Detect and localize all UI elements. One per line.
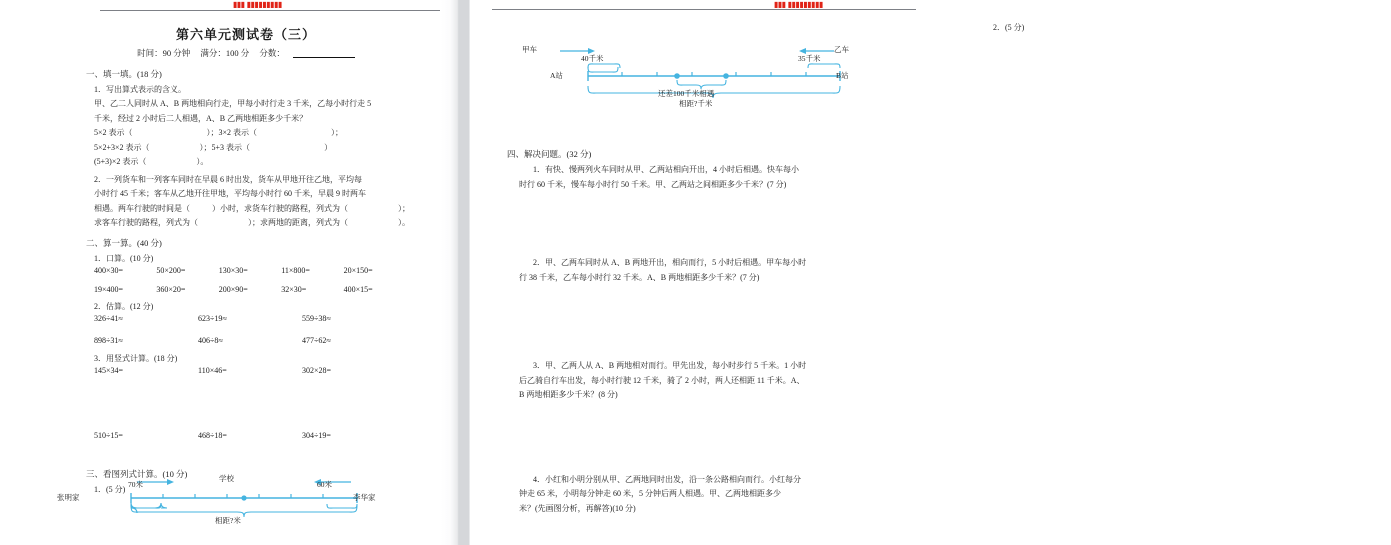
word-problem-3-line-3: B 两地相距多少千米？(8 分) bbox=[519, 390, 618, 399]
word-problem-4-line-1: 4．小红和小明分别从甲、乙两地同时出发，沿一条公路相向而行。小红每分 bbox=[533, 474, 801, 484]
question-1-2-line-4 bbox=[86, 216, 410, 231]
estimate-item[interactable]: 559÷38≈ bbox=[302, 313, 331, 323]
diagram-label-vehicle-jia: 甲车 bbox=[522, 45, 537, 54]
diagram-label-right-distance: 60米 bbox=[317, 480, 332, 489]
q12-text-3a: 相遇。两车行驶的时间是（ bbox=[94, 203, 190, 213]
top-rule-right bbox=[492, 9, 916, 10]
word-problem-1-line-2: 时行 60 千米，慢车每小时行 50 千米。甲、乙两站之间相距多少千米？(7 分) bbox=[519, 179, 787, 189]
score-label: 分数： bbox=[259, 48, 285, 58]
fill-blank-2c: ） bbox=[324, 142, 333, 152]
vertical-item[interactable]: 468÷18= bbox=[198, 430, 227, 440]
diagram-label-right-distance: 35千米 bbox=[798, 54, 821, 63]
diagram-label-left-distance: 40千米 bbox=[581, 54, 604, 63]
oral-calc-grid bbox=[86, 266, 406, 294]
oral-item[interactable]: 11×800= bbox=[281, 265, 310, 275]
estimate-grid bbox=[86, 314, 406, 345]
fill-blank-1b: ）；3×2 表示（ bbox=[206, 128, 258, 137]
oral-item[interactable]: 130×30= bbox=[218, 265, 248, 275]
vertical-item[interactable]: 110×46= bbox=[198, 365, 227, 375]
question-1-2-heading: 2．一列货车和一列客车同时在早晨 6 时出发，货车从甲地开往乙地，平均每 bbox=[94, 174, 362, 184]
red-speckle-mark-right: ▮▮▮ ▮▮▮▮▮▮▮▮▮ bbox=[774, 0, 823, 9]
vertical-calc-heading: 3．用竖式计算。(18 分) bbox=[94, 353, 178, 363]
fill-blank-row-2 bbox=[86, 141, 406, 156]
page-gutter bbox=[441, 0, 475, 545]
answer-space-3[interactable] bbox=[497, 403, 917, 473]
answer-space-2[interactable] bbox=[497, 285, 917, 359]
fill-blank-row-3 bbox=[86, 155, 406, 170]
vertical-item[interactable]: 304÷19= bbox=[302, 430, 331, 440]
question-3-2-heading: 2．(5 分) bbox=[993, 23, 1025, 32]
fill-blank-3a: (5+3)×2 表示（ bbox=[94, 157, 147, 166]
question-1-1-heading: 1．写出算式表示的含义。 bbox=[94, 85, 186, 94]
q12-text-3b: ）小时，求货车行驶的路程，列式为（ bbox=[212, 203, 348, 213]
vertical-calc-grid bbox=[86, 366, 406, 440]
question-1-1-stem-line-2: 千米，经过 2 小时后二人相遇，A、B 乙两地相距多少千米？ bbox=[94, 113, 308, 123]
section-heading-word-problems: 四、解决问题。(32 分) bbox=[507, 149, 592, 159]
page-title: 第六单元测试卷（三） bbox=[175, 27, 316, 42]
oral-item[interactable]: 19×400= bbox=[94, 284, 124, 294]
section-heading-diagram: 三、看图列式计算。(10 分) bbox=[86, 468, 188, 479]
word-problem-1-line-1: 1．有快、慢两列火车同时从甲、乙两站相向开出，4 小时后相遇。快车每小 bbox=[533, 165, 799, 174]
question-1-2-line-2: 小时行 45 千米；客车从乙地开往甲地，平均每小时行 60 千米，早晨 9 时两车 bbox=[94, 189, 366, 198]
fill-blank-3b: ）。 bbox=[196, 157, 209, 166]
diagram-label-zhangming-home: 张明家 bbox=[57, 493, 80, 502]
fill-blank-1c: ）； bbox=[331, 128, 344, 137]
word-problem-4-line-3: 米？(先画图分析，再解答)(10 分) bbox=[519, 503, 636, 513]
word-problem-2-line-1: 2．甲、乙两车同时从 A、B 两地开出，相向而行，5 小时后相遇。甲车每小时 bbox=[533, 258, 807, 267]
q12-text-4c: ）。 bbox=[398, 218, 410, 227]
diagram-label-station-b: B站 bbox=[836, 71, 849, 80]
page-left-content bbox=[86, 14, 410, 497]
diagram-label-school: 学校 bbox=[219, 474, 234, 483]
question-1-1-stem-line-1: 甲、乙二人同时从 A、B 两地相向行走，甲每小时行走 3 千米，乙每小时行走 5 bbox=[94, 99, 372, 108]
red-speckle-mark-left: ▮▮▮ ▮▮▮▮▮▮▮▮▮ bbox=[233, 0, 282, 9]
oral-item[interactable]: 32×30= bbox=[281, 284, 307, 294]
word-problem-4-line-2: 钟走 65 米，小明每分钟走 60 米，5 分钟后两人相遇。甲、乙两地相距多少 bbox=[519, 489, 781, 498]
oral-item[interactable]: 20×150= bbox=[343, 265, 373, 275]
fill-blank-2a: 5×2+3×2 表示（ bbox=[94, 142, 150, 152]
estimate-heading: 2．估算。(12 分) bbox=[94, 301, 154, 311]
estimate-item[interactable]: 898÷31≈ bbox=[94, 335, 123, 345]
word-problem-3-line-1: 3．甲、乙两人从 A、B 两地相对而行。甲先出发，每小时步行 5 千米。1 小时 bbox=[533, 361, 807, 370]
time-limit: 时间：90 分钟 bbox=[137, 48, 191, 58]
diagram-label-remaining-distance: 还差100千米相遇 bbox=[658, 89, 715, 98]
total-points: 满分：100 分 bbox=[200, 48, 250, 58]
score-blank[interactable] bbox=[293, 57, 355, 58]
fill-blank-2b: ）；5+3 表示（ bbox=[199, 142, 251, 152]
estimate-item[interactable]: 326÷41≈ bbox=[94, 313, 123, 323]
diagram-label-total-distance: 相距?米 bbox=[215, 516, 241, 525]
vertical-item[interactable]: 510÷15= bbox=[94, 430, 123, 440]
fill-blank-row-1 bbox=[86, 126, 406, 141]
word-problem-3-line-2: 后乙骑自行车出发，每小时行驶 12 千米，骑了 2 小时，两人还相距 11 千米。A、 bbox=[519, 375, 805, 385]
question-3-1-heading: 1．(5 分) bbox=[94, 484, 126, 494]
exam-meta bbox=[86, 47, 406, 59]
q12-text-3c: ）； bbox=[398, 203, 410, 213]
oral-item[interactable]: 400×30= bbox=[94, 265, 124, 275]
q12-text-4b: ）；求两地的距离，列式为（ bbox=[248, 218, 348, 227]
diagram-label-total-distance: 相距?千米 bbox=[679, 99, 713, 108]
diagram-two-stations bbox=[514, 34, 902, 108]
page-right-content bbox=[971, 14, 1391, 35]
diagram-label-vehicle-yi: 乙车 bbox=[834, 45, 849, 54]
question-1-2-line-3 bbox=[86, 202, 410, 217]
estimate-item[interactable]: 623÷19≈ bbox=[198, 313, 227, 323]
diagram-label-station-a: A站 bbox=[550, 71, 563, 80]
vertical-item[interactable]: 145×34= bbox=[94, 365, 124, 375]
estimate-item[interactable]: 406÷8≈ bbox=[198, 335, 223, 345]
page-right bbox=[474, 0, 1025, 545]
oral-item[interactable]: 400×15= bbox=[343, 284, 373, 294]
diagram-label-lihua-home: 李华家 bbox=[353, 493, 376, 502]
diagram-label-left-distance: 70米 bbox=[128, 480, 143, 489]
fill-blank-1a: 5×2 表示（ bbox=[94, 128, 133, 137]
section-heading-fill-in: 一、填一填。(18 分) bbox=[86, 69, 162, 79]
q12-text-4a: 求客车行驶的路程，列式为（ bbox=[94, 218, 198, 227]
section-heading-compute: 二、算一算。(40 分) bbox=[86, 237, 162, 248]
answer-space-1[interactable] bbox=[497, 192, 917, 256]
oral-item[interactable]: 360×20= bbox=[156, 284, 186, 294]
diagram-school-route bbox=[57, 474, 403, 525]
oral-item[interactable]: 50×200= bbox=[156, 265, 186, 275]
oral-calc-heading: 1．口算。(10 分) bbox=[94, 253, 154, 263]
word-problem-2-line-2: 行 38 千米，乙车每小时行 32 千米。A、B 两地相距多少千米？(7 分) bbox=[519, 272, 760, 282]
section-4-block bbox=[497, 142, 917, 516]
vertical-item[interactable]: 302×28= bbox=[302, 365, 332, 375]
oral-item[interactable]: 200×90= bbox=[218, 284, 248, 294]
page-left bbox=[0, 0, 458, 545]
estimate-item[interactable]: 477÷62≈ bbox=[302, 335, 331, 345]
top-rule-left bbox=[100, 10, 440, 11]
